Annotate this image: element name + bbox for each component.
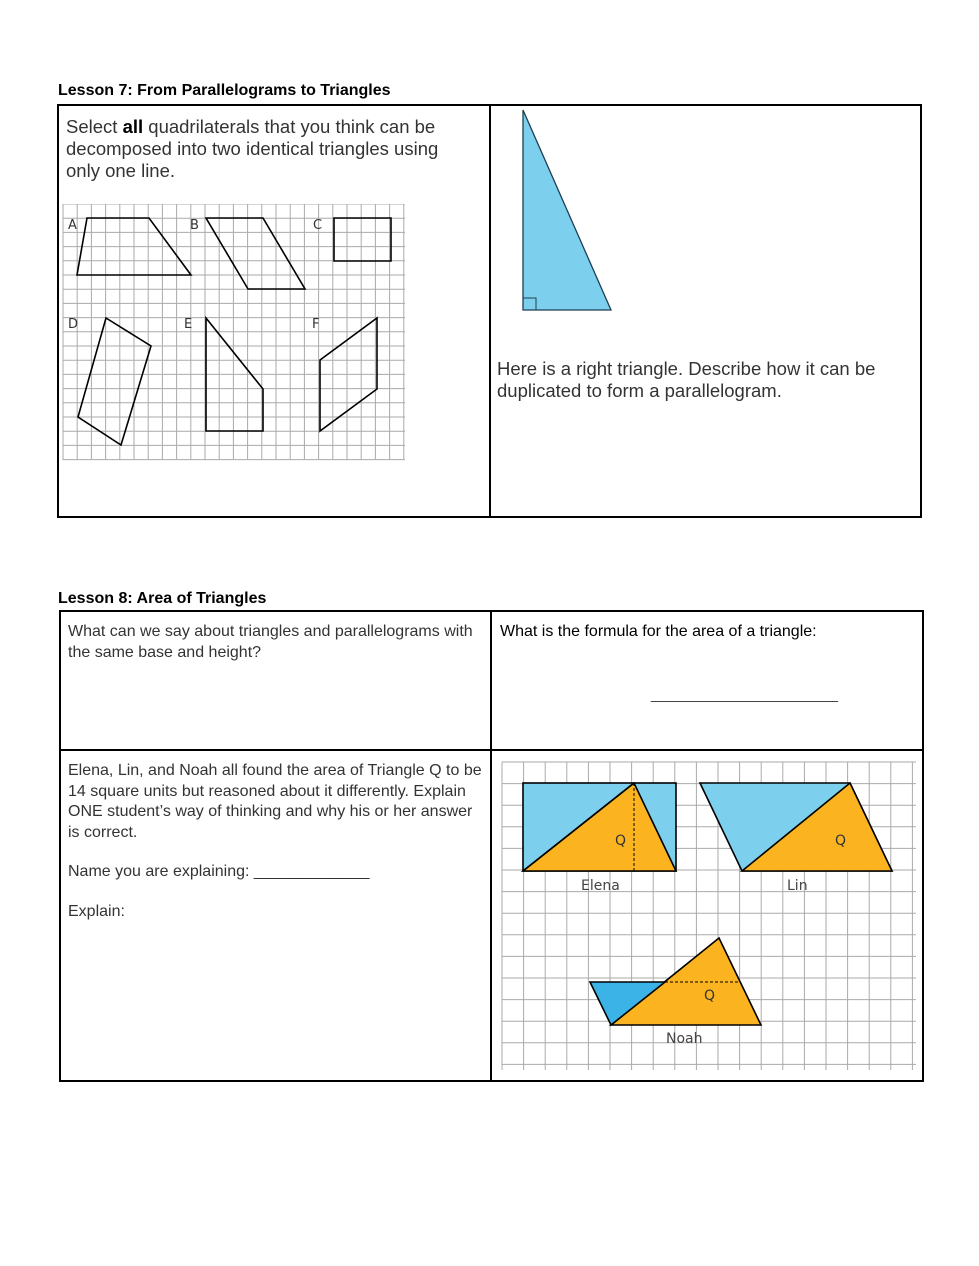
noah-figure xyxy=(590,938,761,1025)
explain-label: Explain: xyxy=(68,903,125,920)
label-b: B xyxy=(190,218,199,233)
quadrilaterals-figure xyxy=(59,204,407,461)
label-c: C xyxy=(313,218,323,233)
label-a: A xyxy=(68,218,77,233)
right-triangle-figure xyxy=(515,105,625,320)
question-triangles-parallelograms: What can we say about triangles and parallelograms with the same base and height? xyxy=(68,623,473,661)
quad-c[interactable] xyxy=(334,218,391,261)
question-triangle-q: Elena, Lin, and Noah all found the area of Triangle Q to be 14 square units but reasoned about it differently. Explain ONE student’s way of thinking and why his or her answer is correct. xyxy=(68,762,482,841)
lesson7-left-prompt: Select all quadrilaterals that you think can be decomposed into two identical triangles using only one line. xyxy=(66,116,439,181)
lesson7-column-divider xyxy=(489,104,491,518)
noah-name-label: Noah xyxy=(666,1031,703,1047)
label-e: E xyxy=(184,317,193,332)
lesson7-heading: Lesson 7: From Parallelograms to Triangles xyxy=(58,82,391,99)
noah-q-label: Q xyxy=(704,988,716,1004)
right-triangle[interactable] xyxy=(523,110,611,310)
elena-figure xyxy=(523,783,676,871)
lin-q-label: Q xyxy=(835,833,847,849)
lesson8-row-divider xyxy=(59,749,924,751)
lin-name-label: Lin xyxy=(787,878,808,894)
lesson8-column-divider xyxy=(490,610,492,1082)
quadrilaterals-grid xyxy=(63,204,405,460)
lesson7-right-prompt: Here is a right triangle. Describe how it can be duplicated to form a parallelogram. xyxy=(497,358,876,401)
triangle-q-figure xyxy=(500,760,920,1072)
lin-figure xyxy=(700,783,892,871)
label-d: D xyxy=(68,317,79,332)
area-formula-answer-blank[interactable]: _____________________ xyxy=(651,686,838,703)
name-explaining-field[interactable]: Name you are explaining: _____________ xyxy=(68,863,370,880)
question-area-formula: What is the formula for the area of a triangle: xyxy=(500,623,817,640)
label-f: F xyxy=(312,317,320,332)
lesson8-heading: Lesson 8: Area of Triangles xyxy=(58,590,267,607)
elena-q-label: Q xyxy=(615,833,627,849)
elena-name-label: Elena xyxy=(581,878,620,894)
quad-d[interactable] xyxy=(78,318,151,445)
